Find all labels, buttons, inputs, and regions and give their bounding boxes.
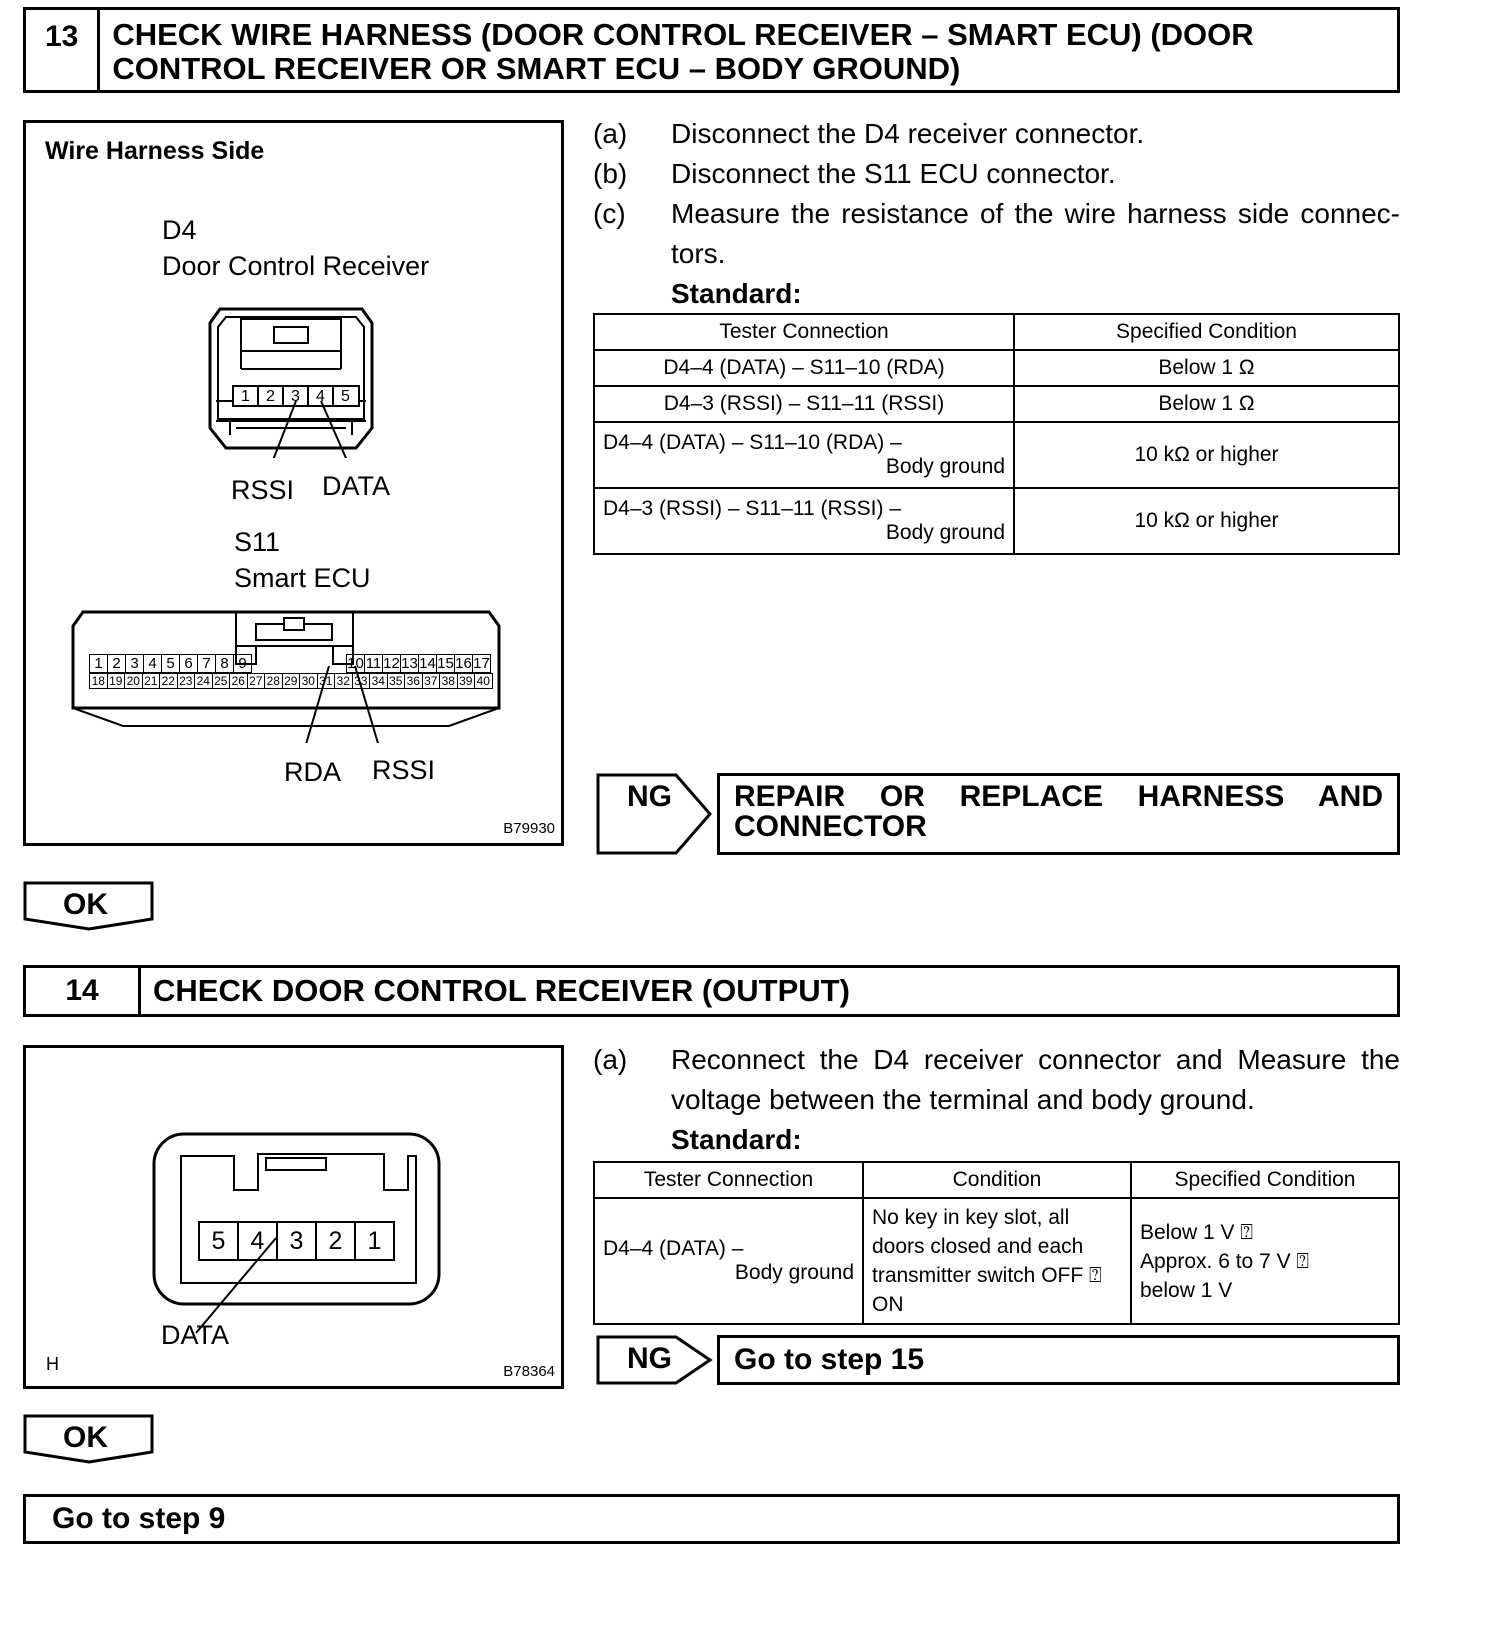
s11-pin: 2 <box>108 655 126 672</box>
table-cell-condition: 10 kΩ or higher <box>1014 488 1399 554</box>
s11-pin: 34 <box>370 674 388 688</box>
s11-pin: 13 <box>401 655 418 672</box>
step14-number: 14 <box>26 968 141 1014</box>
d4-name: Door Control Receiver <box>162 251 430 281</box>
table-cell-connection <box>594 488 1014 554</box>
s11-pin: 37 <box>423 674 441 688</box>
table-cell-condition: 10 kΩ or higher <box>1014 422 1399 488</box>
final-step-box <box>23 1494 1400 1544</box>
s11-code: S11 <box>234 527 281 557</box>
table-cell-condition: Below 1 Ω <box>1014 350 1399 386</box>
step13-diagram <box>23 120 564 846</box>
instruction-text: Reconnect the D4 receiver connector and Measure the voltage between the terminal and body ground. <box>671 1044 1400 1115</box>
step13-spec-table <box>593 313 1400 555</box>
instruction-text: Measure the resistance of the wire harness side connec-tors. <box>671 198 1400 269</box>
step14-ng-label: NG <box>627 1342 672 1375</box>
d4-code: D4 <box>162 215 197 245</box>
s11-pin: 35 <box>388 674 406 688</box>
s11-pin: 39 <box>458 674 476 688</box>
table-cell-connection <box>594 422 1014 488</box>
connection-line: D4–4 (DATA) – <box>603 1237 744 1260</box>
instruction-item <box>593 114 1400 154</box>
diagram-heading: Wire Harness Side <box>45 137 265 165</box>
s11-top-right-row <box>346 654 491 673</box>
table-header-row <box>594 1162 1399 1198</box>
s11-pin: 4 <box>144 655 162 672</box>
d4-pin: 5 <box>211 1227 226 1255</box>
table-row <box>594 1198 1399 1324</box>
s11-pin: 22 <box>160 674 178 688</box>
step13-ng-result <box>717 773 1400 855</box>
instruction-label: (a) <box>593 1044 628 1075</box>
d4-pin: 3 <box>289 1227 304 1255</box>
step14-ng-result <box>717 1335 1400 1385</box>
instruction-text: Disconnect the S11 ECU connector. <box>671 158 1116 189</box>
s11-pin: 27 <box>248 674 266 688</box>
d4-front-pin-row <box>199 1222 394 1260</box>
ng-result-text: Go to step 15 <box>734 1343 925 1376</box>
table-row <box>594 422 1399 488</box>
s11-pin: 16 <box>455 655 472 672</box>
s11-pin: 40 <box>476 674 490 688</box>
connection-line: Body ground <box>734 1261 854 1284</box>
s11-pin: 30 <box>300 674 318 688</box>
s11-pin: 7 <box>198 655 216 672</box>
step13-title: CHECK WIRE HARNESS (DOOR CONTROL RECEIVER – SMART ECU) (DOOR CONTROL RECEIVER OR SMART ECU – BODY GROUND) <box>112 17 1254 86</box>
table-row <box>594 488 1399 554</box>
standard-label: Standard: <box>671 278 802 309</box>
s11-pin: 33 <box>353 674 371 688</box>
step13-instructions <box>593 114 1400 314</box>
s11-pin: 5 <box>162 655 180 672</box>
step13-ng-label: NG <box>627 780 672 813</box>
s11-label-rda: RDA <box>284 757 342 787</box>
s11-pin: 1 <box>90 655 108 672</box>
table-cell-connection: D4–3 (RSSI) – S11–11 (RSSI) <box>594 386 1014 422</box>
s11-pin: 8 <box>216 655 234 672</box>
table-header: Condition <box>863 1162 1131 1198</box>
instruction-item <box>593 194 1400 274</box>
d4-pin: 1 <box>241 388 250 405</box>
table-cell-connection: D4–4 (DATA) – S11–10 (RDA) <box>594 350 1014 386</box>
s11-pin: 21 <box>143 674 161 688</box>
s11-pin: 29 <box>283 674 301 688</box>
s11-pin: 12 <box>383 655 400 672</box>
s11-pin: 31 <box>318 674 336 688</box>
table-cell-spec <box>1131 1198 1399 1324</box>
s11-pin: 11 <box>365 655 382 672</box>
s11-pin: 17 <box>473 655 490 672</box>
s11-pin: 23 <box>178 674 196 688</box>
step14-diagram <box>23 1045 564 1389</box>
table-header-row <box>594 314 1399 350</box>
instruction-label: (a) <box>593 118 628 149</box>
d4-pin: 2 <box>328 1227 343 1255</box>
d4-pin: 3 <box>291 388 300 405</box>
d4-pin: 5 <box>341 388 350 405</box>
step14-instructions <box>593 1040 1400 1160</box>
s11-pin: 26 <box>230 674 248 688</box>
instruction-label: (c) <box>593 198 626 229</box>
figure-code: B79930 <box>503 820 555 837</box>
connection-line: Body ground <box>885 455 1005 478</box>
instruction-item <box>593 1040 1400 1120</box>
s11-pin: 14 <box>419 655 436 672</box>
table-header: Specified Condition <box>1131 1162 1399 1198</box>
s11-pin: 38 <box>440 674 458 688</box>
d4-pin: 4 <box>316 388 325 405</box>
table-cell-condition: Below 1 Ω <box>1014 386 1399 422</box>
table-header: Specified Condition <box>1014 314 1399 350</box>
table-row <box>594 350 1399 386</box>
s11-pin: 3 <box>126 655 144 672</box>
standard-label: Standard: <box>671 1124 802 1155</box>
s11-label-rssi: RSSI <box>372 755 436 785</box>
s11-top-left-row <box>89 654 252 673</box>
table-row <box>594 386 1399 422</box>
d4-pin-row <box>233 387 359 407</box>
instruction-text: Disconnect the D4 receiver connector. <box>671 118 1145 149</box>
step13-header <box>23 7 1400 93</box>
step14-title: CHECK DOOR CONTROL RECEIVER (OUTPUT) <box>153 973 850 1008</box>
figure-code: B78364 <box>503 1363 555 1380</box>
spec-line: Below 1 V ⍰ <box>1140 1220 1253 1244</box>
s11-pin: 32 <box>335 674 353 688</box>
s11-pin: 18 <box>90 674 108 688</box>
step14-header <box>23 965 1400 1017</box>
instruction-label: (b) <box>593 158 628 189</box>
corner-mark: H <box>46 1354 59 1374</box>
s11-pin: 6 <box>180 655 198 672</box>
s11-pin: 10 <box>347 655 364 672</box>
d4-connector-drawing <box>206 303 376 458</box>
d4-pin: 4 <box>250 1227 265 1255</box>
table-header: Tester Connection <box>594 314 1014 350</box>
s11-pin: 9 <box>238 655 247 672</box>
d4-label-data: DATA <box>322 471 391 501</box>
s11-pin: 25 <box>213 674 231 688</box>
spec-line: below 1 V <box>1140 1278 1233 1302</box>
d4-pin: 1 <box>367 1227 382 1255</box>
s11-pin: 36 <box>405 674 423 688</box>
s11-pin: 15 <box>437 655 454 672</box>
connection-line: D4–4 (DATA) – S11–10 (RDA) – <box>603 431 902 454</box>
s11-bottom-row <box>89 673 493 689</box>
ng-result-text: REPAIR OR REPLACE HARNESS AND CONNECTOR <box>734 780 1383 843</box>
d4-pin: 2 <box>266 388 275 405</box>
instruction-item <box>593 154 1400 194</box>
d4-label-data: DATA <box>161 1320 230 1350</box>
step13-number: 13 <box>26 10 100 90</box>
spec-line: Approx. 6 to 7 V ⍰ <box>1140 1249 1310 1273</box>
table-cell-connection <box>594 1198 863 1324</box>
step13-ok-label: OK <box>63 888 108 921</box>
s11-pin: 19 <box>108 674 126 688</box>
s11-pin: 28 <box>265 674 283 688</box>
s11-name: Smart ECU <box>234 563 371 593</box>
table-cell-condition: No key in key slot, all doors closed and each transmitter switch OFF ⍰ ON <box>863 1198 1131 1324</box>
s11-pin: 24 <box>195 674 213 688</box>
d4-label-rssi: RSSI <box>231 475 295 505</box>
table-header: Tester Connection <box>594 1162 863 1198</box>
connection-line: D4–3 (RSSI) – S11–11 (RSSI) – <box>603 497 902 520</box>
step14-spec-table <box>593 1161 1400 1325</box>
connection-line: Body ground <box>885 521 1005 544</box>
s11-pin: 20 <box>125 674 143 688</box>
step14-ok-label: OK <box>63 1421 108 1454</box>
final-step-text: Go to step 9 <box>52 1502 226 1535</box>
